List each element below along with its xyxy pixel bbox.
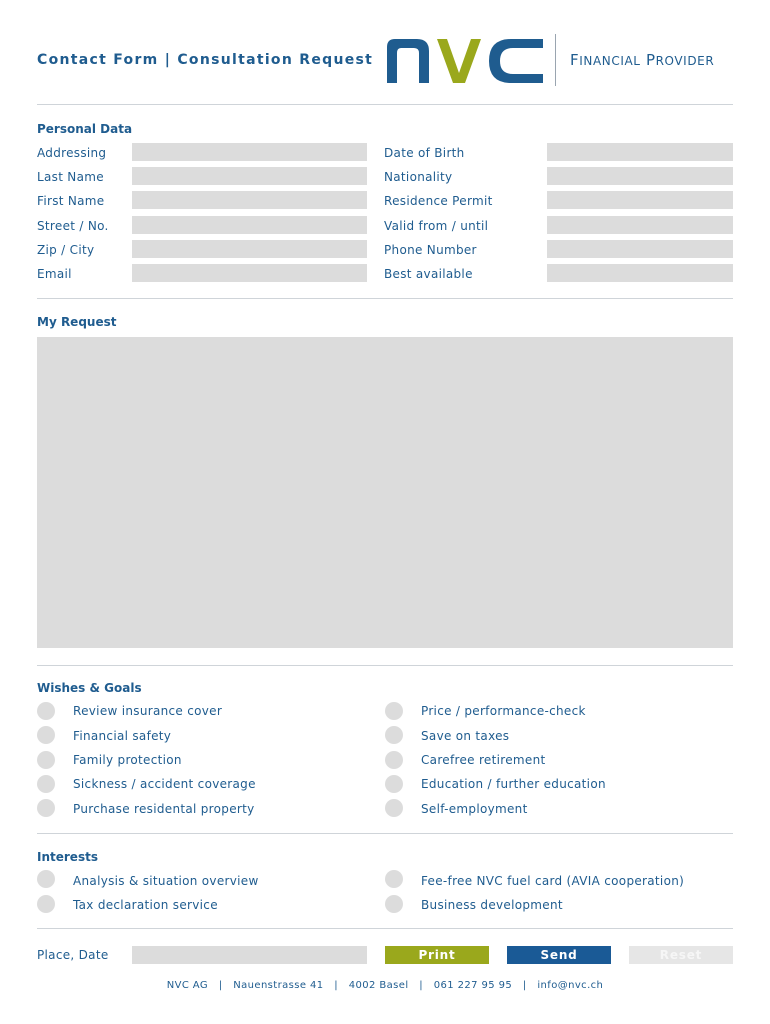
best-available-field[interactable] [547, 264, 733, 282]
section-my-request: My Request [37, 315, 117, 329]
last-name-field[interactable] [132, 167, 367, 185]
logo-divider [555, 34, 556, 86]
street-field[interactable] [132, 216, 367, 234]
first-name-field[interactable] [132, 191, 367, 209]
phone-number-field[interactable] [547, 240, 733, 258]
nvc-logo [383, 33, 553, 89]
residence-permit-label: Residence Permit [384, 194, 493, 208]
interest-radio[interactable] [385, 870, 403, 888]
phone-number-label: Phone Number [384, 243, 477, 257]
valid-from-until-label: Valid from / until [384, 219, 489, 233]
divider [37, 298, 733, 299]
email-label: Email [37, 267, 72, 281]
interest-radio[interactable] [37, 895, 55, 913]
interest-label: Tax declaration service [73, 898, 218, 912]
divider [37, 665, 733, 666]
request-textarea[interactable] [37, 337, 733, 648]
form-title: Contact Form | Consultation Request [37, 52, 374, 68]
date-of-birth-field[interactable] [547, 143, 733, 161]
wish-radio[interactable] [385, 726, 403, 744]
place-date-label: Place, Date [37, 948, 109, 962]
footer-contact: NVC AG | Nauenstrasse 41 | 4002 Basel | 061 227 95 95 | info@nvc.ch [166, 980, 604, 991]
residence-permit-field[interactable] [547, 191, 733, 209]
first-name-label: First Name [37, 194, 105, 208]
interest-radio[interactable] [37, 870, 55, 888]
zip-city-label: Zip / City [37, 243, 95, 257]
wish-radio[interactable] [37, 751, 55, 769]
last-name-label: Last Name [37, 170, 104, 184]
divider [37, 928, 733, 929]
wish-radio[interactable] [385, 775, 403, 793]
wish-label: Sickness / accident coverage [73, 777, 256, 791]
wish-label: Financial safety [73, 729, 172, 743]
addressing-label: Addressing [37, 146, 107, 160]
wish-radio[interactable] [37, 799, 55, 817]
wish-radio[interactable] [37, 726, 55, 744]
zip-city-field[interactable] [132, 240, 367, 258]
nationality-field[interactable] [547, 167, 733, 185]
reset-button[interactable]: Reset [629, 946, 733, 964]
wish-radio[interactable] [385, 751, 403, 769]
nationality-label: Nationality [384, 170, 453, 184]
section-interests: Interests [37, 850, 98, 864]
interest-label: Fee-free NVC fuel card (AVIA cooperation) [421, 874, 685, 888]
wish-label: Save on taxes [421, 729, 510, 743]
divider [37, 104, 733, 105]
wish-radio[interactable] [385, 799, 403, 817]
wish-label: Self-employment [421, 802, 528, 816]
valid-from-until-field[interactable] [547, 216, 733, 234]
best-available-label: Best available [384, 267, 473, 281]
wish-label: Carefree retirement [421, 753, 546, 767]
send-button[interactable]: Send [507, 946, 611, 964]
provider-tagline: FINANCIAL PROVIDER [570, 51, 715, 69]
print-button[interactable]: Print [385, 946, 489, 964]
wish-radio[interactable] [385, 702, 403, 720]
section-personal-data: Personal Data [37, 122, 133, 136]
date-of-birth-label: Date of Birth [384, 146, 465, 160]
street-label: Street / No. [37, 219, 109, 233]
wish-label: Family protection [73, 753, 182, 767]
wish-label: Education / further education [421, 777, 606, 791]
place-date-field[interactable] [132, 946, 367, 964]
addressing-field[interactable] [132, 143, 367, 161]
wish-label: Purchase residental property [73, 802, 255, 816]
wish-label: Review insurance cover [73, 704, 223, 718]
wish-radio[interactable] [37, 775, 55, 793]
divider [37, 833, 733, 834]
email-field[interactable] [132, 264, 367, 282]
interest-radio[interactable] [385, 895, 403, 913]
wish-radio[interactable] [37, 702, 55, 720]
section-wishes-goals: Wishes & Goals [37, 681, 142, 695]
wish-label: Price / performance-check [421, 704, 586, 718]
interest-label: Business development [421, 898, 563, 912]
interest-label: Analysis & situation overview [73, 874, 259, 888]
